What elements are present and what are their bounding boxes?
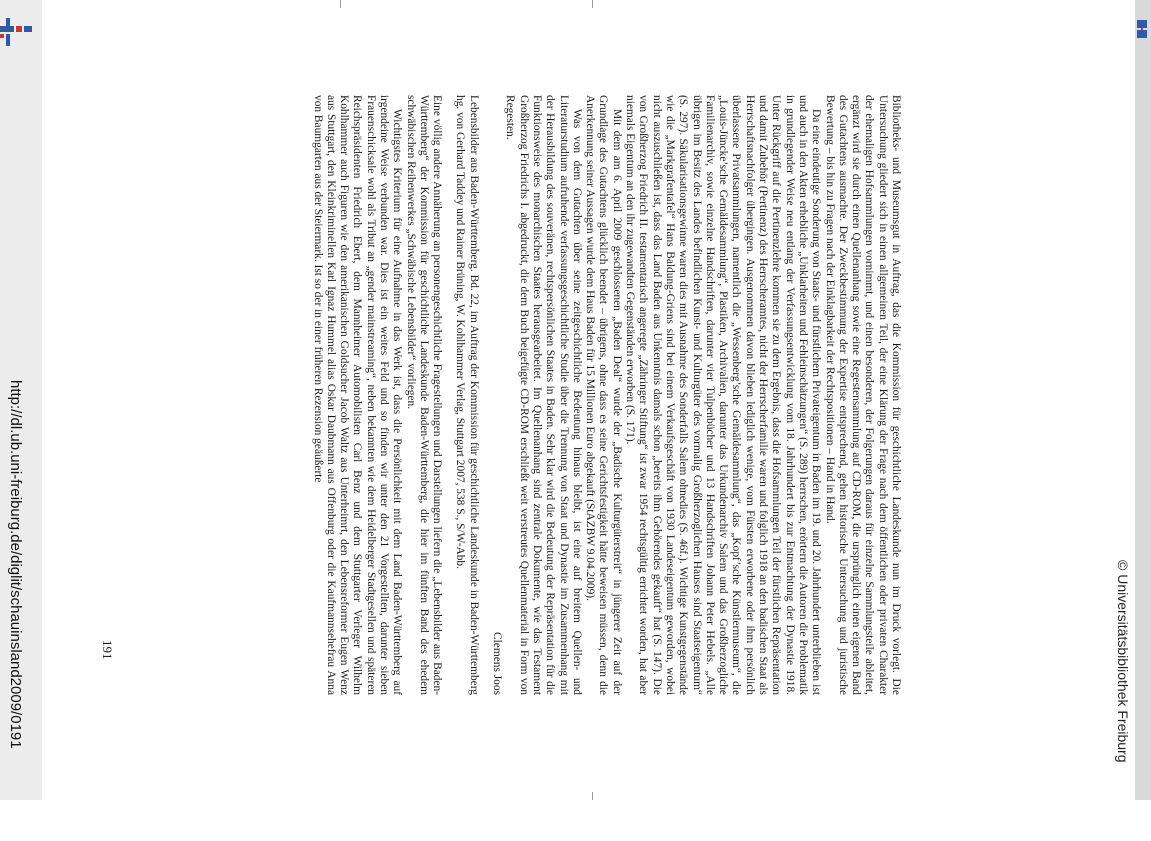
paragraph: Bibliotheks- und Museumsgut in Auftrag, das die Kommission für geschichtliche Landeskunde nun im Druck vorlegt. Die Untersuchung gliedert sich in einen allgemeinen Teil, der eine Klärung der Frage nach dem öffentlichen oder privaten Charakter der ehemaligen Hofsammlungen vornimmt, und einen besonderen, der Folgerungen daraus für einzelne Sammlungsteile ableitet, ergänzt wird sie durch einen Quellenanhang sowie eine Regestensammlung auf CD-ROM, die ursprünglich einen eigenen Band des Gutachtens ausmachte. Der Zweckbestimmung der Expertise entsprechend, gehen historische Untersuchung und juristische Bewertung – bis hin zu Fragen nach der Einklagbarkeit der Rechtspositionen – Hand in Hand. xyxy=(823,95,902,695)
crop-mark xyxy=(592,0,593,8)
rotated-page-content xyxy=(311,95,1151,841)
paragraph: Mit dem am 6. April 2009 geschlossenen „Baden Deal“ wurde der „Badische Kulturgüterstreit“ in jüngerer Zeit auf der Grundlage des Gutachtens glücklich beendet – übrigens, ohne dass es seine Gerichtsfestigkeit hätte beweisen müssen, denn die Anerkennung seiner Aussagen wurde dem Haus Baden für 15 Millionen Euro abgekauft (StAZBW 9.04.2009). xyxy=(584,95,623,695)
paragraph: Was von dem Gutachten über seine zeitgeschichtliche Bedeutung hinaus bleibt, ist eine auf breitem Quellen- und Literaturstudium aufruhende verfassungsgeschichtliche Studie über die Trennung von Staat und Dynastie im Zusammenhang mit der Herausbildung des souveränen, rechtspersönlichen Staates in Baden. Sehr klar wird die Bedeutung der Repräsentation für die Funktionsweise des monarchischen Staates herausgearbeitet. Im Quellenanhang sind zentrale Dokumente, wie das Testament Großherzog Friedrichs I. abgedruckt, die dem Buch beigefügte CD-ROM erschließt weit verstreutes Quellenmaterial in Form von Regesten. xyxy=(504,95,583,695)
paragraph: Wichtigstes Kriterium für eine Aufnahme in das Werk ist, dass die Persönlichkeit mit dem Land Baden-Württemberg auf irgendeine Weise verbunden war. Dies ist ein weites Feld und so finden wir unter den 21 Vorgestellten, darunter sieben Frauenschicksale wohl als Tribut an „gender mainstreaming“, neben bekannten wie dem Heidelberger Stadtgesellen und späteren Reichspräsidenten Friedrich Ebert, dem Mannheimer Automobilisten Carl Benz und dem Stuttgarter Verleger Wilhelm Kohlhammer auch Figuren wie den amerikanischen Goldsucher Jacob Waltz aus Unterheimrt, den Lebensreformer Eugen Wenz aus Stuttgart, den Kleinkriminellen Karl Ignaz Hummel alias Oskar Daubmann aus Offenburg oder die Kaufmannsehefrau Anna von Baumgarten aus der Steiermark. Ist so der in einer früheren Rezension geäußerte xyxy=(311,95,404,695)
crop-mark xyxy=(340,0,341,8)
crop-mark xyxy=(592,792,593,800)
copyright-notice: © Universitätsbibliothek Freiburg xyxy=(1115,560,1131,763)
paragraph: Eine völlig andere Annäherung an personengeschichtliche Fragestellungen und Darstellungen liefern die „Lebensbilder aus Baden-Württemberg“ der Kommission für geschichtliche Landeskunde Baden-Württemberg, die hier im fünften Band des ehedem schwäbischen Reihenwerkes „Schwäbische Lebensbilder“ vorliegen. xyxy=(404,95,444,695)
paragraph: Da eine eindeutige Sonderung von Staats- und fürstlichem Privateigentum in Baden im 19. und 20. Jahrhundert unterblieben ist und auch in den Akten erhebliche „Unklarheiten und Fehleinschätzungen“ (S. 289) herrschen, erörtern die Autoren die Problematik in grundlegender Weise neu entlang der Verfassungsentwicklung vom 18. Jahrhundert bis zur Entmachtung der Dynastie 1918. Unter Rückgriff auf die Pertinenzlehre kommen sie zu dem Ergebnis, dass die Hofsammlungen Teil der fürstlichen Repräsentation und damit Zubehör (Pertinenz) des Herrscheramtes, nicht der Herrscherfamilie waren und folglich 1918 an den badischen Staat als Herrschaftsnachfolger übergingen. Ausgenommen davon blieben lediglich wenige, vom Fürsten erworbene oder ihm persönlich überlassene Privatsammlungen, namentlich die „Wessenberg’sche Gemäldesammlung“, das „Kopf’sche Künstlermuseum“, die „Louis-Jüncke’sche Gemäldesammlung“, Plastiken, Archivalien, darunter das Urkundenarchiv Salem und das Großherzogliche Familienarchiv, sowie einzelne Handschriften, darunter vier Tulpenbücher und 13 Handschriften Johann Peter Hebels. „Alle übrigen im Besitz des Landes befindlichen Kunst- und Kulturgüter des vormalig Großherzoglichen Hauses sind Staatseigentum“ (S. 297). Säkularisationsgewinne waren dies mit Ausnahme des Sonderfalls Salem ohnedies (S. 46f.). Wichtige Kunstgegenstände wie die „Markgrafentafel“ Hans Baldung-Griens sind bei einem Verkaufsgeschäft von 1930 Landeseigentum geworden, wobei nicht auszuschließen ist, dass das Land Baden aus Unkenntnis damals schon „bereits ihm Gehörendes gekauft“ hat (S. 147). Die von Großherzog Friedrich II. testamentarisch angeregte „Zähringer Stiftung“ ist zwar 1954 rechtsgültig errichtet worden, hat aber niemals Eigentum an den ihr zugewandten Gegenständen erworben (S. 171). xyxy=(624,95,823,695)
review-signature: Clemens Joos xyxy=(491,632,504,695)
page-text xyxy=(310,95,902,695)
library-logo-icon xyxy=(0,18,34,50)
library-logo-small-icon xyxy=(1137,20,1147,40)
review-title: Lebensbilder aus Baden-Württemberg. Bd. 22, im Auftrag der Kommission für geschichtliche Landeskunde in Baden-Württemberg hg. von Gerhard Taddey und Rainer Brüning, W. Kohlhammer Verlag, Stuttgart 2007, 538 S., S/W-Abb. xyxy=(454,95,480,695)
digital-library-url[interactable]: http://dl.ub.uni-freiburg.de/diglit/schauinsland2009/0191 xyxy=(7,380,24,749)
page-number: 191 xyxy=(100,640,115,660)
